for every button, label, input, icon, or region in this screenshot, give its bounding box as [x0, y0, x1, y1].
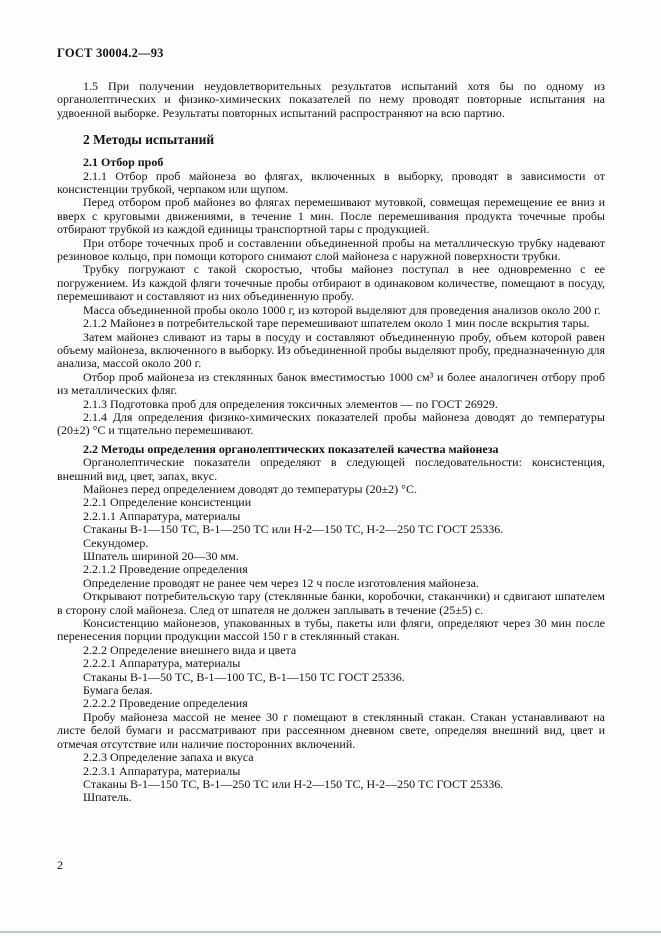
paragraph: Открывают потребительскую тару (стеклянные банки, коробочки, стаканчики) и сдвигают шпателем в сторону слой майонеза. След от шпателя не должен заплывать в течение (25±5) с. — [57, 589, 605, 617]
section-heading: 2 Методы испытаний — [83, 132, 215, 148]
paragraph: Затем майонез сливают из тары в посуду и составляют объединенную пробу, объем которой равен объему майонеза, включенного в выборку. Из объединенной пробы выделяют пробу, предназначенную для анализа, массой около 200 г. — [57, 329, 605, 371]
paragraph: 1.5 При получении неудовлетворительных результатов испытаний хотя бы по одному из органолептических и физико-химических показателей по нему проводят повторные испытания на удвоенной выборке. Результаты повторных испытаний распространяют на всю партию. — [57, 79, 605, 120]
paragraph: Бумага белая. — [83, 683, 153, 698]
paragraph: 2.2.2.1 Аппаратура, материалы — [83, 656, 241, 671]
paragraph: 2.1.4 Для определения физико-химических показателей пробы майонеза доводят до температуры (20±2) °С и тщательно перемешивают. — [57, 409, 605, 438]
paragraph: Пробу майонеза массой не менее 30 г помещают в стеклянный стакан. Стакан устанавливают на листе белой бумаги и рассматривают при рассеянном дневном свете, определяя внешний вид, цвет и отмечая отсутствие или наличие посторонних включений. — [57, 709, 605, 751]
paragraph: 2.2.1.2 Проведение определения — [83, 562, 248, 577]
section-heading: 2.1 Отбор проб — [83, 155, 164, 170]
document-header: ГОСТ 30004.2—93 — [57, 46, 164, 60]
paragraph: Майонез перед определением доводят до температуры (20±2) °С. — [83, 481, 417, 496]
paragraph: Стаканы В-1—50 ТС, В-1—100 ТС, В-1—150 ТС ГОСТ 25336. — [83, 669, 405, 684]
section-heading: 2.2 Методы определения органолептических показателей качества майонеза — [83, 441, 499, 456]
paragraph: Шпатель. — [83, 790, 132, 805]
page-number: 2 — [57, 858, 63, 872]
paragraph: 2.2.3 Определение запаха и вкуса — [83, 750, 254, 765]
paragraph: 2.2.2.2 Проведение определения — [83, 696, 248, 711]
paragraph: Секундомер. — [83, 535, 149, 550]
paragraph: 2.2.1 Определение консистенции — [83, 495, 252, 510]
paragraph: Стаканы В-1—150 ТС, В-1—250 ТС или Н-2—150 ТС, Н-2—250 ТС ГОСТ 25336. — [83, 522, 504, 537]
paragraph: Шпатель шириной 20—30 мм. — [83, 549, 239, 563]
paragraph: Отбор проб майонеза из стеклянных банок вместимостью 1000 см³ и более аналогичен отбору проб из металлических фляг. — [57, 369, 605, 398]
scan-edge-line — [0, 931, 661, 933]
paragraph: 2.1.2 Майонез в потребительской таре перемешивают шпателем около 1 мин после вскрытия тары. — [83, 316, 590, 331]
paragraph: Масса объединенной пробы около 1000 г, из которой выделяют для проведения анализов около 200 г. — [83, 302, 601, 317]
paragraph: Трубку погружают с такой скоростью, чтобы майонез поступал в нее одновременно с ее погружением. Из каждой фляги точечные пробы отбирают в одинаковом количестве, помещают в посуду, перемешивают и составляют из них объединенную пробу. — [57, 262, 605, 304]
paragraph: Определение проводят не ранее чем через 12 ч после изготовления майонеза. — [83, 575, 479, 590]
paragraph: Перед отбором проб майонез во флягах перемешивают мутовкой, совмещая перемещение ее вниз и вверх с круговыми движениями, в течение 1 мин. После перемешивания продукта точечные пробы отбирают трубкой из каждой единицы транспортной тары с продукцией. — [57, 195, 605, 237]
paragraph: 2.1.1 Отбор проб майонеза во флягах, включенных в выборку, проводят в зависимости от консистенции трубкой, черпаком или щупом. — [57, 168, 605, 197]
paragraph: Органолептические показатели определяют в следующей последовательности: консистенция, внешний вид, цвет, запах, вкус. — [57, 455, 605, 483]
paragraph: При отборе точечных проб и составлении объединенной пробы на металлическую трубку надевают резиновое кольцо, при помощи которого снимают слой майонеза с наружной поверхности трубки. — [57, 235, 605, 264]
paragraph: Стаканы В-1—150 ТС, В-1—250 ТС или Н-2—150 ТС, Н-2—250 ТС ГОСТ 25336. — [83, 776, 504, 791]
paragraph: 2.2.2 Определение внешнего вида и цвета — [83, 642, 297, 657]
paragraph: 2.1.3 Подготовка проб для определения токсичных элементов — по ГОСТ 26929. — [83, 396, 498, 411]
document-body — [57, 80, 605, 805]
paragraph: Консистенцию майонезов, упакованных в тубы, пакеты или фляги, определяют через 30 мин после перенесения порции продукции массой 150 г в стеклянный стакан. — [57, 616, 605, 644]
document-content — [57, 46, 605, 805]
paragraph: 2.2.1.1 Аппаратура, материалы — [83, 508, 241, 523]
paragraph: 2.2.3.1 Аппаратура, материалы — [83, 763, 241, 778]
